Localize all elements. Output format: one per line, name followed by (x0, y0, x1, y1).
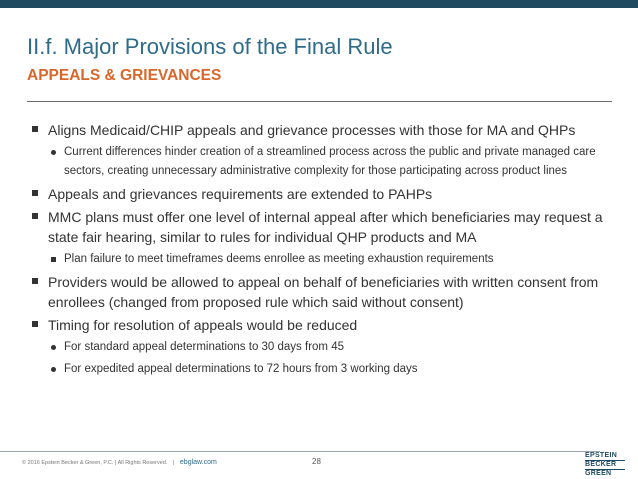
website-link[interactable]: ebglaw.com (179, 459, 217, 466)
logo-line: GREEN (585, 469, 625, 478)
square-bullet-icon (32, 321, 38, 327)
square-bullet-icon (32, 190, 38, 196)
logo-line: BECKER (585, 460, 625, 469)
square-bullet-icon (51, 257, 56, 262)
footer-divider (0, 451, 600, 452)
bullet-text: Aligns Medicaid/CHIP appeals and grievance processes with those for MA and QHPs (48, 122, 576, 138)
firm-logo (585, 452, 625, 478)
sub-bullet-text: For expedited appeal determinations to 72 hours from 3 working days (64, 363, 418, 375)
logo-line: EPSTEIN (585, 452, 618, 459)
bullet-list (32, 120, 617, 382)
bullet-item (32, 207, 617, 247)
footer (22, 459, 217, 466)
title-divider (27, 101, 612, 102)
bullet-text: MMC plans must offer one level of internal appeal after which beneficiaries may request a state fair hearing, similar to rules for individual QHP products and MA (48, 209, 603, 245)
copyright-text: © 2016 Epstein Becker & Green, P.C. | All Rights Reserved. (22, 460, 168, 466)
round-bullet-icon (51, 367, 56, 372)
round-bullet-icon (51, 150, 56, 155)
slide-title: II.f. Major Provisions of the Final Rule (27, 34, 393, 59)
bullet-item (32, 120, 617, 140)
square-bullet-icon (32, 126, 38, 132)
sub-bullet-item (32, 338, 617, 357)
bullet-item (32, 315, 617, 335)
bullet-item (32, 272, 617, 312)
sub-bullet-item (32, 360, 617, 379)
top-accent-bar (0, 0, 638, 8)
page-number: 28 (312, 457, 321, 466)
square-bullet-icon (32, 213, 38, 219)
slide-subtitle: APPEALS & GRIEVANCES (27, 67, 222, 84)
round-bullet-icon (51, 345, 56, 350)
bullet-text: Providers would be allowed to appeal on behalf of beneficiaries with written consent from enrollees (changed from proposed rule which said without consent) (48, 274, 599, 310)
bullet-item (32, 184, 617, 204)
bullet-text: Timing for resolution of appeals would be reduced (48, 317, 358, 333)
square-bullet-icon (32, 278, 38, 284)
sub-bullet-item (32, 143, 617, 181)
sub-bullet-text: Plan failure to meet timeframes deems enrollee as meeting exhaustion requirements (64, 253, 494, 265)
sub-bullet-text: Current differences hinder creation of a streamlined process across the public and private managed care sectors, creating unnecessary administrative complexity for those participating across product lines (64, 146, 596, 177)
footer-separator: | (172, 460, 175, 466)
sub-bullet-item (32, 250, 617, 269)
bullet-text: Appeals and grievances requirements are extended to PAHPs (48, 186, 433, 202)
sub-bullet-text: For standard appeal determinations to 30 days from 45 (64, 341, 344, 353)
